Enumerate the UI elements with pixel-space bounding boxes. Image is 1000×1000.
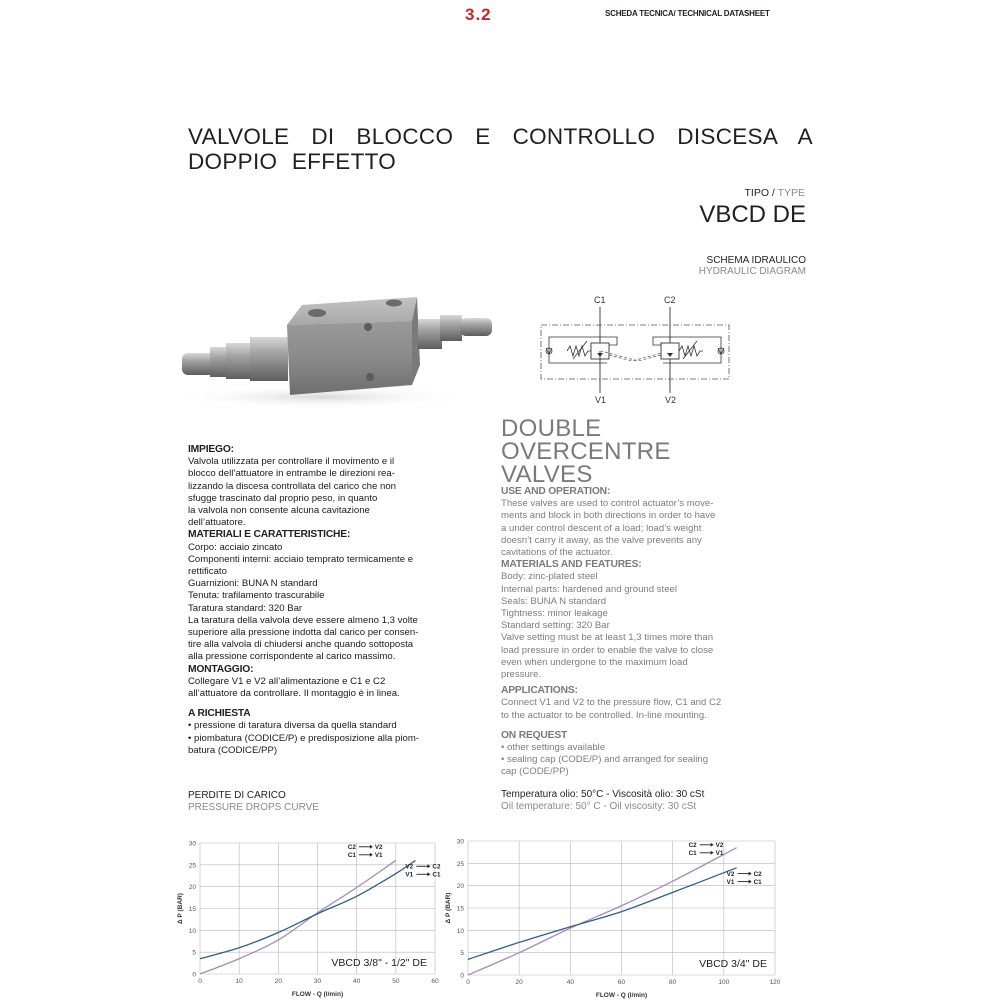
text-line: all’attuatore da controllare. Il montaggio è in linea. <box>188 688 400 700</box>
x-tick-label: 0 <box>466 979 470 986</box>
text-line: These valves are used to control actuator’s move- <box>501 498 714 510</box>
y-tick-label: 20 <box>188 884 196 892</box>
text-line: cap (CODE/PP) <box>501 766 569 778</box>
materials-text <box>501 571 771 681</box>
sheet-label: SCHEDA TECNICA/ TECHNICAL DATASHEET <box>605 9 770 18</box>
applications-text <box>501 697 771 721</box>
applications-heading: APPLICATIONS: <box>501 685 578 697</box>
text-line: Tenuta: trafilamento trascurabile <box>188 590 325 602</box>
port-c1: C1 <box>594 295 606 305</box>
text-line: Valvola utilizzata per controllare il movimento e il <box>188 456 395 468</box>
schema-label-it: SCHEMA IDRAULICO <box>706 255 806 266</box>
x-tick-label: 0 <box>198 978 202 985</box>
italian-description <box>188 444 453 757</box>
legend-arrowhead-icon <box>370 845 373 849</box>
text-line: Tightness: minor leakage <box>501 608 608 620</box>
request-heading: ON REQUEST <box>501 729 568 741</box>
materials-heading: MATERIALS AND FEATURES: <box>501 559 642 571</box>
text-line: Collegare V1 e V2 all’alimentazione e C1 e C2 <box>188 675 386 687</box>
text-line: Componenti interni: acciaio temprato termicamente e <box>188 553 414 565</box>
y-tick-label: 0 <box>192 971 196 979</box>
x-tick-label: 10 <box>235 978 243 985</box>
text-line: doesn’t carry it away, as the valve prevents any <box>501 534 702 546</box>
legend-arrowhead-icon <box>370 853 373 857</box>
x-tick-label: 20 <box>515 979 523 986</box>
text-line: Corpo: acciaio zincato <box>188 541 283 553</box>
y-tick-label: 15 <box>456 905 464 913</box>
schema-label <box>699 255 806 277</box>
text-line: blocco dell’attuatore in entrambe le direzioni rea- <box>188 468 395 480</box>
legend-from: C1 <box>347 852 356 859</box>
type-separator: / <box>769 187 778 199</box>
text-line: Guarnizioni: BUNA N standard <box>188 578 318 590</box>
pressure-drop-chart-1 <box>170 832 450 1000</box>
x-tick-label: 40 <box>566 979 574 986</box>
impiego-heading: IMPIEGO: <box>188 444 234 455</box>
text-line: Taratura standard: 320 Bar <box>188 602 303 614</box>
text-line: Connect V1 and V2 to the pressure flow, C1 and C2 <box>501 697 722 709</box>
y-tick-label: 25 <box>188 862 196 870</box>
text-line: DOUBLE OVERCENTRE <box>501 415 671 465</box>
legend-arrowhead-icon <box>749 880 752 884</box>
text-line: Valve setting must be at least 1,3 times more than <box>501 632 714 644</box>
text-line: la valvola non consente alcuna cavitazione <box>188 505 370 517</box>
text-line: pressure. <box>501 669 541 681</box>
y-tick-label: 0 <box>460 972 464 980</box>
text-line: Body: zinc-plated steel <box>501 571 598 583</box>
text-line: rettificato <box>188 566 227 578</box>
x-tick-label: 60 <box>431 978 439 985</box>
text-line: sfugge trascinato dal proprio peso, in quanto <box>188 492 378 504</box>
x-tick-label: 100 <box>718 979 730 986</box>
y-tick-label: 15 <box>188 906 196 913</box>
y-axis-label: Δ P (BAR) <box>177 893 184 924</box>
perdite-label-it: PERDITE DI CARICO <box>188 790 286 801</box>
legend-arrowhead-icon <box>711 851 714 855</box>
materiali-text <box>188 542 453 664</box>
text-line: VALVES <box>501 461 593 488</box>
legend-from: C2 <box>688 842 697 849</box>
hydraulic-diagram <box>537 293 737 405</box>
legend-from: V1 <box>726 878 735 886</box>
port-v1: V1 <box>595 395 607 405</box>
type-value: VBCD DE <box>699 201 806 228</box>
port-c2: C2 <box>664 295 676 305</box>
y-axis-label: Δ P (BAR) <box>445 892 452 924</box>
series-line-blue <box>200 860 415 958</box>
text-line: Standard setting: 320 Bar <box>501 620 610 632</box>
legend-from: V1 <box>405 871 414 879</box>
request-text <box>501 742 771 779</box>
y-tick-label: 20 <box>456 883 464 891</box>
legend-to: C2 <box>432 863 441 871</box>
series-line-purple <box>468 848 737 975</box>
text-line: cavitations of the actuator. <box>501 547 613 559</box>
y-tick-label: 5 <box>460 950 464 958</box>
english-description <box>501 417 771 779</box>
oil-temperature-note <box>501 789 704 813</box>
text-line: to the actuator to be controlled. In-line mounting. <box>501 709 707 721</box>
legend-arrowhead-icon <box>711 843 714 847</box>
port-v2: V2 <box>665 395 677 405</box>
use-heading: USE AND OPERATION: <box>501 486 611 497</box>
legend-from: V2 <box>405 863 414 871</box>
legend-from: C2 <box>347 844 356 851</box>
x-tick-label: 40 <box>353 978 361 985</box>
text-line: alla pressione corrispondente al carico massimo. <box>188 651 396 663</box>
legend-arrowhead-icon <box>427 872 430 876</box>
materiali-heading: MATERIALI E CARATTERISTICHE: <box>188 529 351 541</box>
y-tick-label: 10 <box>456 927 464 935</box>
type-label-en: TYPE <box>777 187 805 199</box>
text-line: tire alla valvola di chiudersi anche quando sottoposta <box>188 639 414 651</box>
y-tick-label: 25 <box>456 860 464 868</box>
legend-to: V1 <box>374 852 383 859</box>
perdite-label-en: PRESSURE DROPS CURVE <box>188 802 319 813</box>
text-line: • pressione di taratura diversa da quella standard <box>188 720 397 732</box>
x-tick-label: 50 <box>392 978 400 985</box>
pressure-drops-label <box>188 790 319 814</box>
text-line: Seals: BUNA N standard <box>501 595 607 607</box>
legend-from: C1 <box>688 850 697 857</box>
y-tick-label: 5 <box>192 949 196 957</box>
text-line: La taratura della valvola deve essere almeno 1,3 volte <box>188 614 418 626</box>
montaggio-heading: MONTAGGIO: <box>188 663 254 675</box>
text-line: a under control descent of a load; load’s weight <box>501 522 702 534</box>
legend-to: C1 <box>753 878 762 886</box>
legend-to: V2 <box>374 844 383 851</box>
temp-it: Temperatura olio: 50°C - Viscosità olio: 30 cSt <box>501 789 705 800</box>
temp-en: Oil temperature: 50° C - Oil viscosity: 30 cSt <box>501 801 697 812</box>
text-line: even when undergone to the maximum load <box>501 656 688 668</box>
legend-arrowhead-icon <box>749 872 752 876</box>
legend-to: C2 <box>753 870 762 878</box>
text-line: lizzando la discesa controllata del carico che non <box>188 480 396 492</box>
x-tick-label: 30 <box>313 978 322 985</box>
y-tick-label: 10 <box>188 927 196 935</box>
legend-to: V1 <box>715 850 724 857</box>
text-line: • sealing cap (CODE/P) and arranged for sealing <box>501 754 709 766</box>
x-axis-label: FLOW - Q (l/min) <box>291 991 344 998</box>
page-number: 3.2 <box>465 5 492 24</box>
type-label-it: TIPO <box>744 187 769 199</box>
use-text <box>501 498 771 559</box>
y-tick-label: 30 <box>188 840 196 848</box>
type-label <box>744 187 805 199</box>
y-tick-label: 30 <box>456 838 464 846</box>
text-line: • piombatura (CODICE/P) e predisposizione alla piom- <box>188 732 420 744</box>
impiego-text <box>188 456 453 529</box>
legend-to: C1 <box>432 871 441 879</box>
pressure-drop-chart-2 <box>440 832 785 1000</box>
x-tick-label: 20 <box>274 978 282 985</box>
valve-product-image <box>172 285 502 410</box>
text-line: • other settings available <box>501 742 606 754</box>
text-line: batura (CODICE/PP) <box>188 744 278 756</box>
english-big-title <box>501 417 771 486</box>
text-line: Internal parts: hardened and ground steel <box>501 583 678 595</box>
richiesta-text <box>188 720 453 757</box>
x-tick-label: 80 <box>669 979 677 986</box>
text-line: load pressure in order to enable the valve to close <box>501 644 714 656</box>
x-tick-label: 120 <box>769 979 781 986</box>
legend-to: V2 <box>715 842 724 849</box>
chart-title: VBCD 3/8" - 1/2" DE <box>331 957 427 969</box>
montaggio-text <box>188 676 453 700</box>
x-axis-label: FLOW - Q (l/min) <box>595 992 648 999</box>
text-line: dell’attuatore. <box>188 517 246 529</box>
text-line: superiore alla pressione indotta dal carico per consen- <box>188 627 419 639</box>
page-title: VALVOLE DI BLOCCO E CONTROLLO DISCESA A DOPPIO EFFETTO <box>188 124 813 174</box>
text-line: ments and block in both directions in order to have <box>501 510 716 522</box>
legend-from: V2 <box>726 870 735 878</box>
richiesta-heading: A RICHIESTA <box>188 708 251 720</box>
x-tick-label: 60 <box>617 979 626 986</box>
schema-label-en: HYDRAULIC DIAGRAM <box>698 266 806 277</box>
chart-title: VBCD 3/4" DE <box>699 958 767 970</box>
